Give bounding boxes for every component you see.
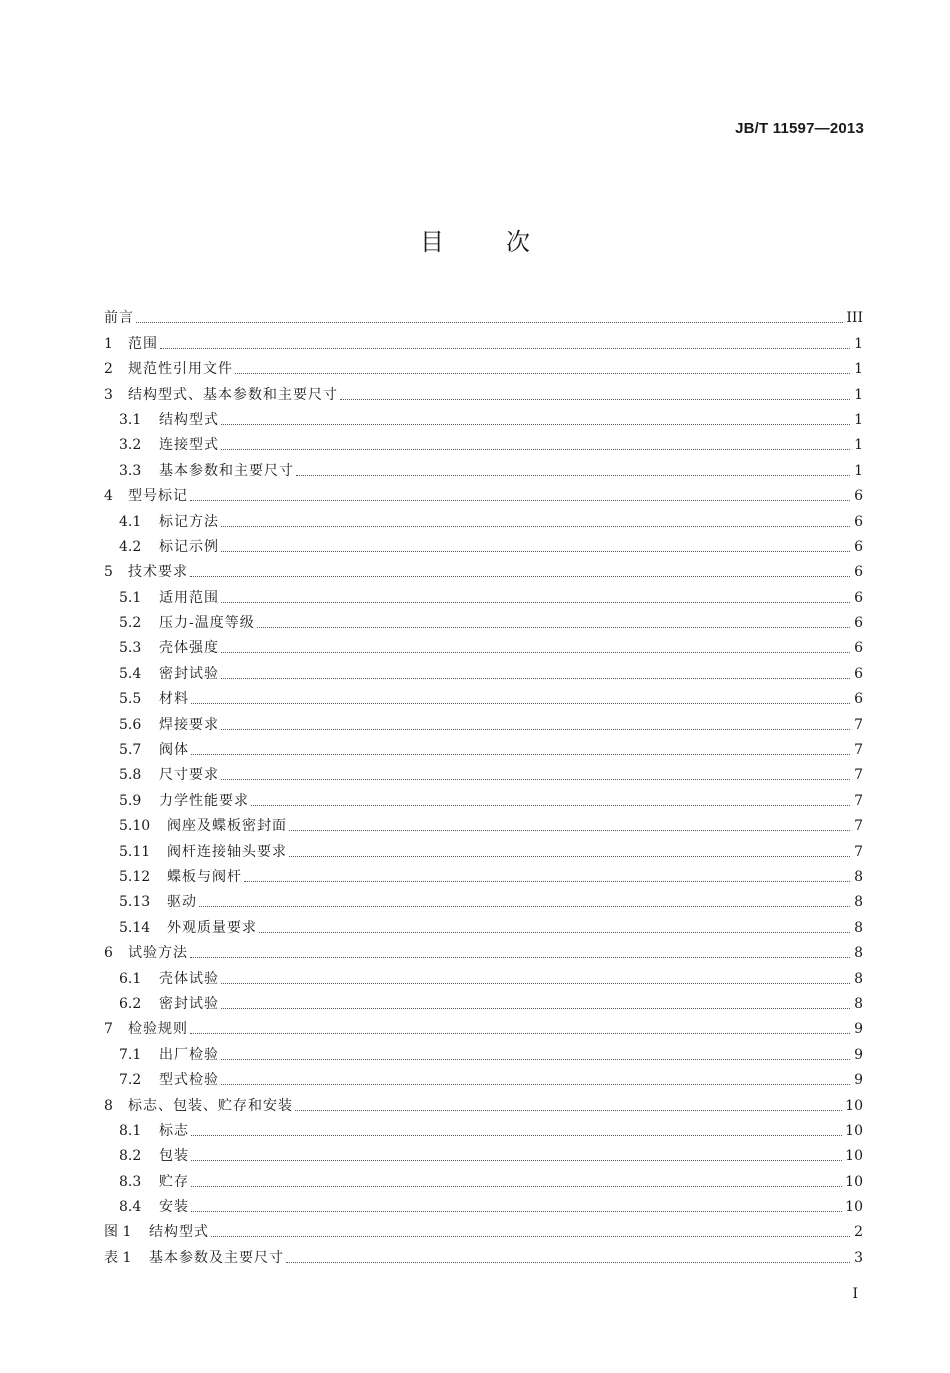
toc-entry-page: 7 [854,792,863,809]
toc-entry-label: 适用范围 [159,589,219,606]
toc-entry-label: 基本参数和主要尺寸 [159,462,294,479]
toc-entry-page: 7 [854,716,863,733]
toc-entry-number: 5.9 [119,792,142,809]
toc-entry-number: 3.1 [119,411,142,428]
toc-leader-dots [221,1058,850,1060]
toc-entry-page: 6 [854,691,863,708]
toc-leader-dots [221,550,850,552]
toc-entry-label: 安装 [159,1199,189,1216]
toc-entry[interactable] [104,910,863,935]
toc-entry-label: 阀座及蝶板密封面 [167,818,287,835]
toc-leader-dots [289,855,850,857]
toc-entry[interactable] [104,403,863,428]
toc-entry-label: 标志 [159,1122,189,1139]
toc-leader-dots [160,347,850,349]
toc-leader-dots [190,1032,850,1034]
toc-entry[interactable] [104,1037,863,1062]
toc-entry[interactable] [104,352,863,377]
toc-entry-page: III [846,310,863,327]
toc-entry-page: 6 [854,538,863,555]
toc-entry-page: 3 [854,1249,863,1266]
toc-entry-page: 7 [854,843,863,860]
toc-entry-page: 10 [845,1122,863,1139]
toc-entry-label: 外观质量要求 [167,919,257,936]
toc-entry-page: 1 [854,462,863,479]
toc-entry[interactable] [104,885,863,910]
toc-entry-label: 尺寸要求 [159,767,219,784]
toc-entry[interactable] [104,1063,863,1088]
toc-entry-page: 8 [854,970,863,987]
toc-entry-label: 标记示例 [159,538,219,555]
toc-entry-label: 壳体强度 [159,640,219,657]
toc-entry-number: 5.5 [119,691,142,708]
toc-entry-number: 表 1 [104,1249,132,1266]
toc-entry-label: 阀体 [159,742,189,759]
toc-entry-number: 8.3 [119,1173,142,1190]
toc-entry-label: 阀杆连接轴头要求 [167,843,287,860]
toc-entry-number: 5.2 [119,615,142,632]
toc-entry-page: 1 [854,411,863,428]
toc-entry-number: 5.4 [119,665,142,682]
toc-entry-page: 10 [845,1173,863,1190]
toc-entry[interactable] [104,530,863,555]
toc-entry-page: 6 [854,564,863,581]
toc-leader-dots [251,804,850,806]
toc-leader-dots [295,1109,842,1111]
toc-leader-dots [191,702,850,704]
toc-entry[interactable] [104,961,863,986]
toc-leader-dots [259,931,850,933]
toc-leader-dots [221,728,850,730]
toc-entry-page: 2 [854,1224,863,1241]
toc-entry-label: 焊接要求 [159,716,219,733]
toc-entry-label: 贮存 [159,1173,189,1190]
toc-entry[interactable] [104,936,863,961]
toc-entry-label: 检验规则 [128,1021,188,1038]
toc-entry-number: 3 [104,386,113,403]
toc-entry-number: 5.12 [119,868,151,885]
toc-entry-page: 6 [854,665,863,682]
toc-leader-dots [190,956,850,958]
toc-entry-label: 试验方法 [128,945,188,962]
toc-leader-dots [191,1210,842,1212]
toc-leader-dots [191,1134,842,1136]
toc-entry[interactable] [104,479,863,504]
toc-entry-number: 5.13 [119,894,151,911]
toc-entry-number: 5.3 [119,640,142,657]
toc-entry-label: 连接型式 [159,437,219,454]
toc-entry-label: 型式检验 [159,1072,219,1089]
toc-entry-label: 标记方法 [159,513,219,530]
toc-entry-number: 图 1 [104,1224,132,1241]
toc-entry[interactable] [104,809,863,834]
toc-entry[interactable] [104,1139,863,1164]
toc-leader-dots [221,448,850,450]
page-number: I [852,1286,858,1302]
toc-leader-dots [286,1261,850,1263]
toc-entry[interactable] [104,656,863,681]
toc-entry-page: 6 [854,488,863,505]
toc-entry-label: 蝶板与阀杆 [167,868,242,885]
toc-entry-number: 5.14 [119,919,151,936]
toc-entry[interactable] [104,631,863,656]
toc-entry[interactable] [104,1240,863,1265]
toc-entry-page: 8 [854,894,863,911]
toc-entry[interactable] [104,1088,863,1113]
toc-entry[interactable] [104,326,863,351]
toc-entry-label: 包装 [159,1148,189,1165]
toc-entry[interactable] [104,758,863,783]
toc-entry-label: 密封试验 [159,665,219,682]
toc-leader-dots [221,778,850,780]
toc-entry-page: 6 [854,513,863,530]
toc-entry-page: 6 [854,640,863,657]
toc-entry-number: 8.1 [119,1122,142,1139]
toc-entry-number: 7.1 [119,1046,142,1063]
toc-entry[interactable] [104,606,863,631]
toc-entry-number: 7.2 [119,1072,142,1089]
toc-entry[interactable] [104,1164,863,1189]
toc-entry[interactable] [104,1215,863,1240]
toc-entry[interactable] [104,580,863,605]
toc-entry-label: 前言 [104,310,134,327]
toc-entry-label: 出厂检验 [159,1046,219,1063]
toc-entry-number: 1 [104,335,113,352]
toc-entry-page: 9 [854,1072,863,1089]
toc-entry-number: 2 [104,361,113,378]
toc-leader-dots [191,1185,842,1187]
toc-entry-page: 6 [854,589,863,606]
toc-entry-number: 6 [104,945,113,962]
toc-leader-dots [221,525,850,527]
toc-entry-number: 5.1 [119,589,142,606]
toc-entry[interactable] [104,834,863,859]
toc-entry[interactable] [104,733,863,758]
toc-leader-dots [235,372,850,374]
toc-leader-dots [221,1007,850,1009]
toc-leader-dots [221,677,850,679]
toc-entry-label: 范围 [128,335,158,352]
toc-entry-number: 5 [104,564,113,581]
toc-entry-label: 技术要求 [128,564,188,581]
toc-leader-dots [257,626,850,628]
toc-entry-number: 8 [104,1097,113,1114]
toc-entry-number: 5.10 [119,818,151,835]
toc-entry-page: 1 [854,335,863,352]
toc-entry[interactable] [104,377,863,402]
toc-entry[interactable] [104,783,863,808]
toc-entry-page: 7 [854,818,863,835]
toc-entry-number: 5.6 [119,716,142,733]
document-code: JB/T 11597—2013 [735,120,864,137]
toc-entry-label: 力学性能要求 [159,792,249,809]
toc-leader-dots [190,499,850,501]
toc-leader-dots [211,1235,850,1237]
toc-entry-page: 8 [854,995,863,1012]
toc-entry-number: 5.8 [119,767,142,784]
toc-leader-dots [191,753,850,755]
toc-entry-page: 1 [854,361,863,378]
toc-entry-label: 结构型式、基本参数和主要尺寸 [128,386,338,403]
toc-entry-number: 8.4 [119,1199,142,1216]
toc-entry-number: 4.2 [119,538,142,555]
table-of-contents [104,301,863,1266]
toc-leader-dots [221,651,850,653]
toc-entry-page: 7 [854,767,863,784]
toc-entry-page: 7 [854,742,863,759]
toc-entry[interactable] [104,1190,863,1215]
toc-entry-label: 基本参数及主要尺寸 [149,1249,284,1266]
toc-entry-page: 9 [854,1021,863,1038]
toc-entry-label: 密封试验 [159,995,219,1012]
toc-leader-dots [221,982,850,984]
toc-leader-dots [136,321,843,323]
toc-entry-page: 9 [854,1046,863,1063]
toc-leader-dots [191,1159,842,1161]
toc-entry[interactable] [104,453,863,478]
toc-entry-number: 6.1 [119,970,142,987]
toc-entry-number: 8.2 [119,1148,142,1165]
toc-leader-dots [289,829,850,831]
toc-leader-dots [190,575,850,577]
toc-entry[interactable] [104,504,863,529]
toc-entry-number: 4 [104,488,113,505]
toc-entry-page: 8 [854,868,863,885]
toc-entry-number: 7 [104,1021,113,1038]
toc-entry[interactable] [104,987,863,1012]
toc-entry-number: 5.11 [119,843,151,860]
toc-entry[interactable] [104,555,863,580]
toc-entry[interactable] [104,1012,863,1037]
toc-entry-page: 10 [845,1097,863,1114]
toc-entry-label: 壳体试验 [159,970,219,987]
toc-entry-label: 规范性引用文件 [128,361,233,378]
toc-leader-dots [221,1083,850,1085]
toc-entry-page: 6 [854,615,863,632]
toc-entry[interactable] [104,707,863,732]
toc-leader-dots [296,474,850,476]
toc-entry-label: 压力-温度等级 [159,615,255,632]
toc-entry-number: 5.7 [119,742,142,759]
toc-entry-label: 型号标记 [128,488,188,505]
toc-entry-number: 3.3 [119,462,142,479]
toc-leader-dots [221,601,850,603]
toc-entry-label: 标志、包装、贮存和安装 [128,1097,293,1114]
toc-entry-page: 8 [854,919,863,936]
toc-entry-label: 驱动 [167,894,197,911]
toc-entry-label: 结构型式 [159,411,219,428]
toc-entry-page: 1 [854,386,863,403]
toc-entry[interactable] [104,682,863,707]
toc-entry-label: 结构型式 [149,1224,209,1241]
toc-entry-page: 10 [845,1199,863,1216]
toc-entry-page: 8 [854,945,863,962]
toc-entry-number: 6.2 [119,995,142,1012]
toc-entry[interactable] [104,860,863,885]
toc-entry[interactable] [104,1114,863,1139]
toc-entry-page: 1 [854,437,863,454]
toc-leader-dots [244,880,850,882]
toc-entry[interactable] [104,428,863,453]
toc-entry-label: 材料 [159,691,189,708]
toc-entry-page: 10 [845,1148,863,1165]
toc-leader-dots [199,905,850,907]
toc-entry-number: 3.2 [119,437,142,454]
toc-leader-dots [221,423,850,425]
toc-entry[interactable] [104,301,863,326]
toc-entry-number: 4.1 [119,513,142,530]
toc-title: 目次 [420,228,592,256]
toc-leader-dots [340,398,850,400]
